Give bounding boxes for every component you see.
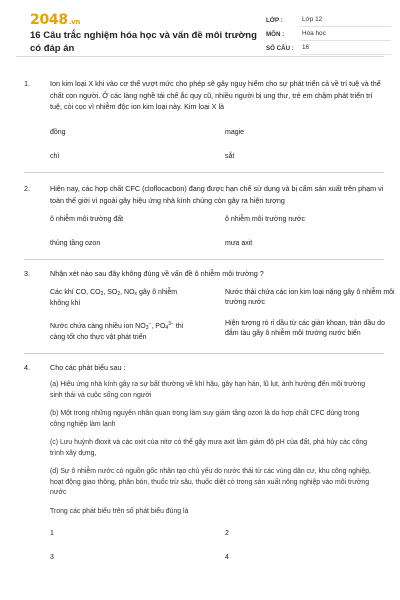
question-prompt: Trong các phát biểu trên số phát biểu đúng là bbox=[50, 507, 189, 515]
question-divider bbox=[24, 259, 384, 260]
question-number: 4. bbox=[24, 363, 30, 372]
answer-option-c[interactable]: 3 bbox=[50, 554, 54, 561]
document-title: 16 Câu trắc nghiệm hóa học và vấn đề môi trường có đáp án bbox=[30, 30, 257, 54]
answer-option-b[interactable]: Nước thải chứa các ion kim loại nặng gây ô nhiễm môi trường nước bbox=[225, 289, 395, 306]
question-2 bbox=[24, 183, 384, 215]
site-logo[interactable]: 2048.vn bbox=[30, 12, 81, 28]
meta-label: SỐ CÂU : bbox=[266, 44, 294, 52]
statement-d: (d) Sự ô nhiễm nước có nguồn gốc nhân tạo chủ yếu do nước thải từ các vùng dân cư, khu công nghiệp, hoạt động giao thông, phân bón, thuốc trừ sâu, thuốc diệt cỏ trong sản xuất nông nghiệp vào môi trường nước bbox=[50, 468, 371, 496]
statement-a: (a) Hiệu ứng nhà kính gây ra sự bất thường về khí hậu, gây hạn hán, lũ lụt, ảnh hưởng đến môi trường sinh thái và cuộc sống con người bbox=[50, 381, 366, 399]
answer-option-a[interactable]: 1 bbox=[50, 530, 54, 537]
question-number: 3. bbox=[24, 269, 30, 278]
question-text: Nhận xét nào sau đây không đúng về vấn đề ô nhiễm môi trường ? bbox=[50, 269, 264, 278]
answer-option-d[interactable]: Hiện tượng rò rỉ dầu từ các giàn khoan, tràn dầu do đắm tàu gây ô nhiễm môi trường nước biển bbox=[225, 320, 385, 337]
meta-label: LỚP : bbox=[266, 16, 283, 24]
statement-c: (c) Lưu huỳnh đioxit và các oxit của nitơ có thể gây mưa axit làm giảm độ pH của đất, phá hủy các công trình xây dựng, bbox=[50, 439, 368, 457]
question-divider bbox=[24, 172, 384, 173]
answer-option-b[interactable]: magie bbox=[225, 129, 245, 136]
answer-option-b[interactable]: 2 bbox=[225, 530, 229, 537]
answer-options bbox=[50, 288, 395, 343]
question-4 bbox=[24, 362, 384, 380]
meta-value: 16 bbox=[300, 42, 391, 55]
answer-option-a[interactable]: Các khí CO, $CO_2$, $SO_2$, $NO_x$ gây ô nhiễm không khí bbox=[50, 289, 178, 307]
statement-b: (b) Một trong những nguyên nhân quan trọng làm suy giảm tầng ozon là do hợp chất CFC dùng trong công nghiệp làm lạnh bbox=[50, 410, 360, 428]
question-3 bbox=[24, 268, 384, 288]
document-meta bbox=[266, 13, 391, 55]
answer-options bbox=[50, 529, 384, 563]
answer-options bbox=[50, 128, 384, 162]
meta-value: Hóa học bbox=[300, 28, 391, 41]
meta-row-count bbox=[266, 41, 391, 55]
question-text: Ion kim loại X khi vào cơ thể vượt mức cho phép sẽ gây nguy hiểm cho sự phát triển cả về trí tuệ và thể chất con người. Ở các làng nghề tái chế ắc quy cũ, nhiều người bị ung thư, trẻ em chậm phát triển trí tuệ, còi cọc vì nhiễm độc ion kim loại này. Kim loại X là bbox=[50, 79, 381, 111]
question-text: Cho các phát biểu sau : bbox=[50, 363, 126, 372]
question-list bbox=[16, 78, 395, 563]
answer-option-a[interactable]: đồng bbox=[50, 129, 66, 136]
answer-option-b[interactable]: ô nhiễm môi trường nước bbox=[225, 216, 306, 223]
page-header bbox=[16, 0, 384, 57]
question-number: 1. bbox=[24, 79, 30, 88]
answer-option-d[interactable]: 4 bbox=[225, 554, 229, 561]
question-number: 2. bbox=[24, 184, 30, 193]
meta-value: Lớp 12 bbox=[300, 14, 391, 27]
question-text: Hiện nay, các hợp chất CFC (cloflocacbon) đang được hạn chế sử dụng và bị cấm sản xuất trên phạm vi toàn thế giới vì ngoài gây hiệu ứng nhà kính chúng còn gây ra hiện tượng bbox=[50, 184, 384, 205]
answer-option-c[interactable]: thủng tầng ozon bbox=[50, 240, 101, 247]
question-divider bbox=[24, 353, 384, 354]
meta-row-grade bbox=[266, 13, 391, 27]
answer-option-a[interactable]: ô nhiễm môi trường đất bbox=[50, 216, 124, 223]
meta-label: MÔN : bbox=[266, 30, 285, 38]
meta-row-subject bbox=[266, 27, 391, 41]
question-1 bbox=[24, 78, 384, 128]
answer-options bbox=[50, 215, 384, 249]
answer-option-c[interactable]: Nước chứa càng nhiều ion $NO_3^-$, $PO_4^{3-}$ thì càng tốt cho thực vật phát triển bbox=[50, 321, 184, 341]
answer-option-c[interactable]: chì bbox=[50, 153, 60, 160]
answer-option-d[interactable]: sắt bbox=[225, 153, 235, 160]
answer-option-d[interactable]: mưa axit bbox=[225, 240, 253, 247]
